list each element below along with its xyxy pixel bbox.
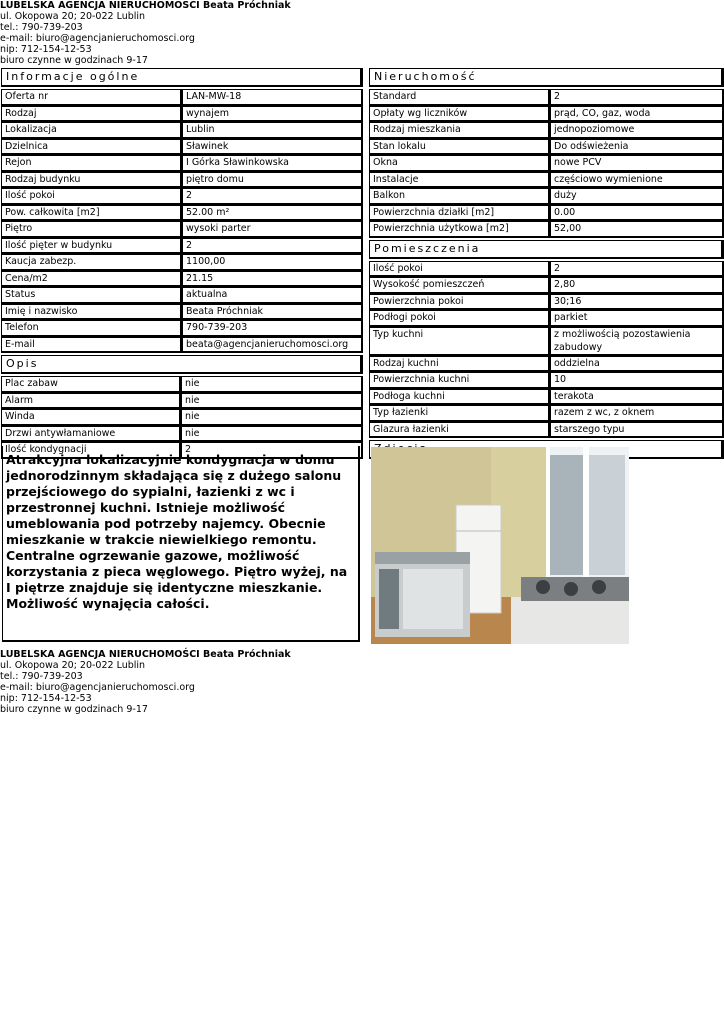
agency-header-top bbox=[0, 0, 360, 66]
property-row bbox=[369, 89, 724, 106]
property-label: Instalacje bbox=[369, 172, 550, 189]
property-label: Powierzchnia działki [m2] bbox=[369, 205, 550, 222]
general-row bbox=[1, 287, 363, 304]
opis-value: nie bbox=[181, 376, 363, 393]
kitchen-photo-image bbox=[371, 447, 629, 644]
agency-nip: nip: 712-154-12-53 bbox=[0, 44, 92, 55]
general-label: Rodzaj bbox=[1, 106, 182, 123]
general-value: wysoki parter bbox=[182, 221, 363, 238]
property-label: Rodzaj mieszkania bbox=[369, 122, 550, 139]
rooms-value: terakota bbox=[550, 389, 724, 406]
agency-email: e-mail: biuro@agencjanieruchomosci.org bbox=[0, 33, 195, 44]
property-value: 52,00 bbox=[550, 221, 724, 238]
section-property: Nieruchomość bbox=[369, 68, 724, 87]
rooms-label: Powierzchnia kuchni bbox=[369, 372, 550, 389]
property-row bbox=[369, 221, 724, 238]
rooms-label: Wysokość pomieszczeń bbox=[369, 277, 550, 294]
agency-address-bottom: ul. Okopowa 20; 20-022 Lublin bbox=[0, 660, 146, 671]
agency-address: ul. Okopowa 20; 20-022 Lublin bbox=[0, 11, 146, 22]
rooms-row bbox=[369, 310, 724, 327]
rooms-value: 10 bbox=[550, 372, 724, 389]
general-row bbox=[1, 320, 363, 337]
opis-value: 2 bbox=[181, 442, 363, 459]
opis-label: Alarm bbox=[1, 393, 181, 410]
opis-label: Winda bbox=[1, 409, 181, 426]
general-table bbox=[1, 89, 363, 353]
property-description: Atrakcyjna lokalizacyjnie kondygnacja w domu jednorodzinnym składająca się z dużego salonu przejściowego do sypialni, łazienki z wc i przestronnej kuchni. Istnieje możliwość umeblowania pod potrzeby najemcy. Obecnie mieszkanie w trakcie niewielkiego remontu. Centralne ogrzewanie gazowe, możliwość korzystania z pieca węglowego. Piętro wyżej, na I piętrze znajduje się identyczne mieszkanie. Możliwość wynajęcia całości. bbox=[2, 446, 360, 642]
general-label: Imię i nazwisko bbox=[1, 304, 182, 321]
property-row bbox=[369, 188, 724, 205]
rooms-label: Podłoga kuchni bbox=[369, 389, 550, 406]
rooms-row bbox=[369, 356, 724, 373]
property-row bbox=[369, 172, 724, 189]
rooms-row bbox=[369, 261, 724, 278]
general-row bbox=[1, 155, 363, 172]
general-label: Rejon bbox=[1, 155, 182, 172]
opis-row bbox=[1, 426, 363, 443]
property-row bbox=[369, 106, 724, 123]
property-table bbox=[369, 89, 724, 238]
rooms-row bbox=[369, 389, 724, 406]
agency-nip-bottom: nip: 712-154-12-53 bbox=[0, 693, 92, 704]
rooms-label: Typ łazienki bbox=[369, 405, 550, 422]
general-label: Piętro bbox=[1, 221, 182, 238]
property-value: częściowo wymienione bbox=[550, 172, 724, 189]
rooms-value: 30;16 bbox=[550, 294, 724, 311]
agency-name: LUBELSKA AGENCJA NIERUCHOMOŚCI Beata Próchniak bbox=[0, 0, 291, 11]
rooms-value: z możliwością pozostawienia zabudowy bbox=[550, 327, 724, 356]
general-row bbox=[1, 271, 363, 288]
section-opis: Opis bbox=[1, 355, 363, 374]
agency-email-bottom: e-mail: biuro@agencjanieruchomosci.org bbox=[0, 682, 195, 693]
general-label: Ilość pięter w budynku bbox=[1, 238, 182, 255]
property-value: jednopoziomowe bbox=[550, 122, 724, 139]
general-row bbox=[1, 172, 363, 189]
rooms-row bbox=[369, 327, 724, 356]
rooms-value: 2 bbox=[550, 261, 724, 278]
rooms-row bbox=[369, 294, 724, 311]
rooms-row bbox=[369, 422, 724, 439]
general-value: piętro domu bbox=[182, 172, 363, 189]
general-label: Rodzaj budynku bbox=[1, 172, 182, 189]
rooms-row bbox=[369, 405, 724, 422]
general-value: I Górka Sławinkowska bbox=[182, 155, 363, 172]
property-value: 2 bbox=[550, 89, 724, 106]
kitchen-photo[interactable] bbox=[371, 447, 629, 644]
general-row bbox=[1, 89, 363, 106]
general-row bbox=[1, 254, 363, 271]
general-row bbox=[1, 205, 363, 222]
property-value: Do odświeżenia bbox=[550, 139, 724, 156]
property-value: prąd, CO, gaz, woda bbox=[550, 106, 724, 123]
agency-name-bottom: LUBELSKA AGENCJA NIERUCHOMOŚCI Beata Próchniak bbox=[0, 649, 291, 660]
general-row bbox=[1, 139, 363, 156]
property-row bbox=[369, 155, 724, 172]
opis-label: Plac zabaw bbox=[1, 376, 181, 393]
property-label: Powierzchnia użytkowa [m2] bbox=[369, 221, 550, 238]
rooms-row bbox=[369, 277, 724, 294]
rooms-value: razem z wc, z oknem bbox=[550, 405, 724, 422]
opis-row bbox=[1, 376, 363, 393]
property-row bbox=[369, 139, 724, 156]
rooms-value: starszego typu bbox=[550, 422, 724, 439]
general-label: Pow. całkowita [m2] bbox=[1, 205, 182, 222]
opis-value: nie bbox=[181, 409, 363, 426]
rooms-label: Rodzaj kuchni bbox=[369, 356, 550, 373]
general-label: Lokalizacja bbox=[1, 122, 182, 139]
rooms-label: Powierzchnia pokoi bbox=[369, 294, 550, 311]
general-row bbox=[1, 304, 363, 321]
general-label: Status bbox=[1, 287, 182, 304]
property-label: Standard bbox=[369, 89, 550, 106]
general-value: Lublin bbox=[182, 122, 363, 139]
rooms-row bbox=[369, 372, 724, 389]
agency-hours-bottom: biuro czynne w godzinach 9-17 bbox=[0, 704, 148, 715]
property-label: Stan lokalu bbox=[369, 139, 550, 156]
agency-header-bottom bbox=[0, 649, 360, 715]
general-row bbox=[1, 122, 363, 139]
general-row bbox=[1, 238, 363, 255]
general-value: Beata Próchniak bbox=[182, 304, 363, 321]
agency-hours: biuro czynne w godzinach 9-17 bbox=[0, 55, 148, 66]
left-column bbox=[1, 68, 363, 459]
section-rooms: Pomieszczenia bbox=[369, 240, 724, 259]
general-value: 2 bbox=[182, 188, 363, 205]
rooms-label: Ilość pokoi bbox=[369, 261, 550, 278]
general-value: Sławinek bbox=[182, 139, 363, 156]
general-value: 21.15 bbox=[182, 271, 363, 288]
rooms-label: Glazura łazienki bbox=[369, 422, 550, 439]
general-label: E-mail bbox=[1, 337, 182, 354]
property-label: Okna bbox=[369, 155, 550, 172]
general-value: 1100,00 bbox=[182, 254, 363, 271]
general-label: Cena/m2 bbox=[1, 271, 182, 288]
rooms-value: oddzielna bbox=[550, 356, 724, 373]
opis-label: Drzwi antywłamaniowe bbox=[1, 426, 181, 443]
general-value: beata@agencjanieruchomosci.org bbox=[182, 337, 363, 354]
general-label: Ilość pokoi bbox=[1, 188, 182, 205]
general-label: Oferta nr bbox=[1, 89, 182, 106]
rooms-table bbox=[369, 261, 724, 439]
general-label: Dzielnica bbox=[1, 139, 182, 156]
property-value: 0.00 bbox=[550, 205, 724, 222]
property-value: nowe PCV bbox=[550, 155, 724, 172]
rooms-label: Typ kuchni bbox=[369, 327, 550, 356]
opis-value: nie bbox=[181, 393, 363, 410]
opis-label: Ilość kondygnacji bbox=[1, 442, 181, 459]
general-value: 790-739-203 bbox=[182, 320, 363, 337]
general-value: wynajem bbox=[182, 106, 363, 123]
general-value: 2 bbox=[182, 238, 363, 255]
general-row bbox=[1, 221, 363, 238]
agency-tel-bottom: tel.: 790-739-203 bbox=[0, 671, 83, 682]
general-value: aktualna bbox=[182, 287, 363, 304]
property-label: Opłaty wg liczników bbox=[369, 106, 550, 123]
section-general: Informacje ogólne bbox=[1, 68, 363, 87]
general-row bbox=[1, 188, 363, 205]
property-row bbox=[369, 205, 724, 222]
opis-row bbox=[1, 409, 363, 426]
rooms-value: parkiet bbox=[550, 310, 724, 327]
right-column bbox=[369, 68, 724, 459]
property-row bbox=[369, 122, 724, 139]
agency-tel: tel.: 790-739-203 bbox=[0, 22, 83, 33]
rooms-value: 2,80 bbox=[550, 277, 724, 294]
general-row bbox=[1, 106, 363, 123]
property-label: Balkon bbox=[369, 188, 550, 205]
property-value: duży bbox=[550, 188, 724, 205]
general-value: LAN-MW-18 bbox=[182, 89, 363, 106]
rooms-label: Podłogi pokoi bbox=[369, 310, 550, 327]
general-label: Telefon bbox=[1, 320, 182, 337]
general-value: 52.00 m² bbox=[182, 205, 363, 222]
general-label: Kaucja zabezp. bbox=[1, 254, 182, 271]
opis-value: nie bbox=[181, 426, 363, 443]
general-row bbox=[1, 337, 363, 354]
opis-row bbox=[1, 393, 363, 410]
